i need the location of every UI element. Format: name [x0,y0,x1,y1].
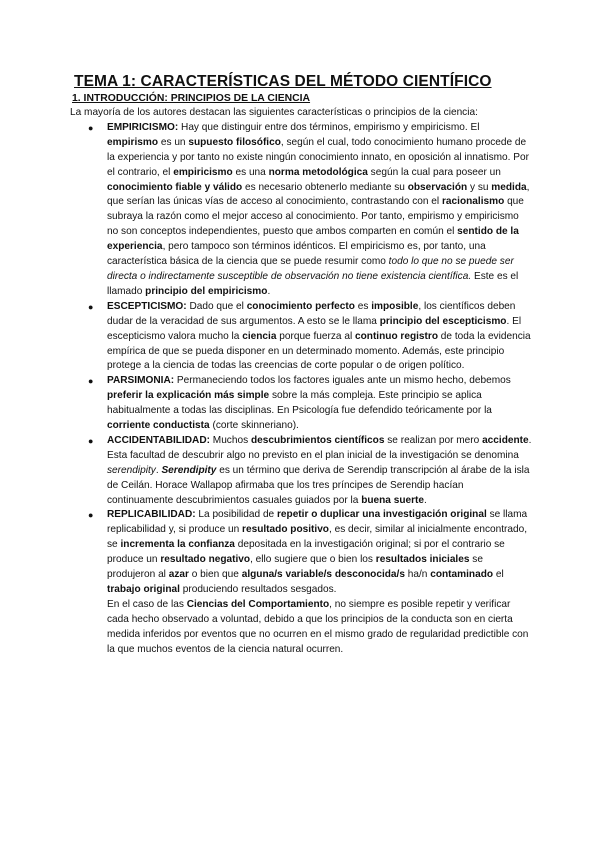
bold-text: preferir la explicación más simple [107,390,270,402]
text: . Esta facultad de descubrir algo no previsto en el plan inicial de la investigación se denomina [107,434,532,461]
text: , que serían las únicas vías de acceso al conocimiento, contrastando con el [107,181,530,208]
text: Hay que distinguir entre dos términos, empirismo y empiricismo. El [178,121,480,133]
bold-text: empiricismo [173,166,233,178]
term-label: PARSIMONIA: [107,375,175,387]
text: , no siempre es posible repetir y verificar cada hecho observado a voluntad, debido a que los principios de la conducta son en cierta medida inferidos por eventos que no ocurren en el mismo grado de regularidad predictible con la que muchos eventos de la ciencia natural ocurren. [107,598,529,655]
text: es un [158,136,189,148]
bold-text: continuo registro [355,330,438,342]
bold-text: trabajo original [107,584,180,595]
text: ha/n [404,569,431,581]
text: Dado que el [186,300,247,312]
text: produciendo resultados sesgados. [179,584,337,595]
term-label: REPLICABILIDAD: [107,509,196,521]
text: sobre la más compleja. Este principio se aplica habitualmente a todas las disciplinas. En Psicología fue defendido teóricamente por la [107,390,492,417]
bold-text: repetir o duplicar una investigación original [276,509,487,521]
bold-text: empirismo [107,136,159,148]
text: depositada en la investigación original; si por el contrario se produce un [107,539,505,566]
text: Permaneciendo todos los factores iguales ante un mismo hecho, debemos [174,375,511,387]
bullet-icon: ● [88,376,94,387]
text: . [155,464,162,476]
principles-list [70,121,532,658]
bold-text: medida [491,181,527,193]
text: es una [232,166,269,178]
section-heading: 1. INTRODUCCIÓN: PRINCIPIOS DE LA CIENCIA [72,93,311,104]
bullet-icon: ● [88,301,94,312]
text: se llama replicabilidad y, si produce un [107,509,528,536]
bold-text: principio del empiricismo [145,285,268,297]
bold-text: observación [407,181,468,193]
page-title: TEMA 1: CARACTERÍSTICAS DEL MÉTODO CIENTÍFICO [74,73,492,90]
text: , pero tampoco son términos idénticos. El empiricismo es, por tanto, una característica básica de la ciencia que se puede resumir como [107,241,486,268]
bold-text: racionalismo [441,196,505,208]
term-label: ACCIDENTABILIDAD: [107,434,210,446]
text: . [267,285,271,297]
bold-text: accidente [482,434,529,446]
bullet-icon: ● [88,122,94,133]
bold-text: resultados iniciales [375,554,470,566]
bold-text: buena suerte [361,494,425,506]
bold-text: resultado positivo [242,524,329,536]
bold-text: resultado negativo [160,554,251,566]
bold-text: ciencia [242,330,277,342]
list-item-parsimonia [88,374,532,434]
term-label: EMPIRICISMO: [107,121,179,133]
bold-text: alguna/s variable/s desconocida/s [241,569,405,581]
bold-text: principio del escepticismo [379,315,507,327]
bold-text: incrementa la confianza [120,539,235,551]
bold-text: supuesto filosófico [188,136,281,148]
continuation-paragraph [107,598,532,658]
text: es necesario obtenerlo mediante su [242,181,408,193]
bold-text: contaminado [430,569,494,581]
text: . [424,494,427,506]
text: , es decir, similar al inicialmente encontrado, se [107,524,528,551]
text: se produjeron al [107,554,483,581]
term-label: ESCEPTICISMO: [107,300,187,312]
text: o bien que [188,569,242,581]
bold-text: imposible [371,300,419,312]
text: se realizan por mero [384,434,483,446]
text: porque fuerza al [276,330,355,342]
bold-italic-text: Serendipity [161,464,217,476]
list-item-empiricismo [88,121,532,300]
text: Este es el llamado [107,270,519,297]
bold-text: Ciencias del Comportamiento [186,598,330,610]
text: y su [467,181,492,193]
text: Muchos [209,434,251,446]
list-item-replicabilidad [88,508,532,657]
bold-text: sentido de la experiencia [107,226,519,253]
text: que subraya la razón como el mejor acceso al conocimiento. Por tanto, empirismo y empiricismo no son conceptos independientes, puesto que ambos comparten en común el [107,196,524,238]
text: el [493,569,504,581]
text: En el caso de las [107,598,187,610]
bold-text: corriente conductista [107,420,210,432]
bold-text: descubrimientos científicos [250,434,385,446]
text: según la cual para poseer un [367,166,501,178]
text: . El escepticismo valora mucho la [107,315,522,342]
text: , según el cual, todo conocimiento humano procede de la experiencia y por tanto no existe ningún conocimiento innato, en oposición al innatismo. Por el contrario, el [107,136,529,178]
italic-text: todo lo que no se puede ser directa o indirectamente susceptible de observación no tiene existencia científica. [107,256,514,282]
text: es un término que deriva de Serendip transcripción al árabe de la isla de Ceilán. Horace Wallapop afirmaba que los tres príncipes de Serendip hacían continuamente descubrimientos casuales guiados por la [107,464,530,506]
document-page [70,72,532,658]
bold-text: norma metodológica [268,166,368,178]
italic-text: serendipity [107,464,156,476]
bold-text: conocimiento fiable y válido [107,181,243,193]
text: , los científicos deben dudar de la veracidad de sus argumentos. A esto se le llama [107,300,516,327]
text: es [354,300,372,312]
list-item-accidentabilidad [88,434,532,509]
text: (corte skinneriano). [209,420,299,432]
bold-text: conocimiento perfecto [246,300,355,312]
bold-text: azar [168,569,189,581]
text: , ello sugiere que o bien los [250,554,376,566]
list-item-escepticismo [88,300,532,375]
bullet-icon: ● [88,510,94,521]
text: La posibilidad de [195,509,277,521]
intro-paragraph: La mayoría de los autores destacan las siguientes características o principios de la ciencia: [70,107,478,118]
text: de toda la evidencia empírica de que se pueda disponer en un determinado momento. Además, este principio protege a la ciencia de todas las creencias de corte popular o de origen político. [107,330,531,372]
bullet-icon: ● [88,435,94,446]
